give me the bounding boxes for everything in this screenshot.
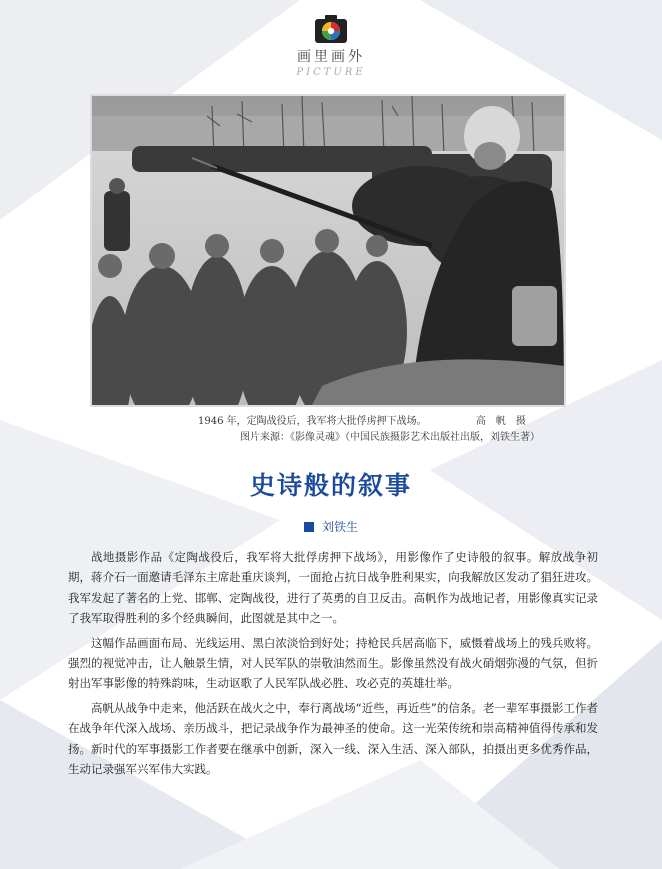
article-paragraph: 战地摄影作品《定陶战役后，我军将大批俘虏押下战场》，用影像作了史诗般的叙事。解放战争初期，蒋介石一面邀请毛泽东主席赴重庆谈判，一面抢占抗日战争胜利果实，向我解放区发动了猖狂进攻。我军发起了著名的上党、邯郸、定陶战役，进行了英勇的自卫反击。高帆作为战地记者，用影像真实记录了我军取得胜利的多个经典瞬间，此图就是其中之一。 [68, 550, 598, 626]
masthead-title-cn: 画里画外 [297, 49, 365, 65]
photo-caption [198, 412, 526, 427]
historical-photo [90, 94, 566, 407]
author-name: 刘铁生 [321, 520, 358, 534]
article-author [0, 518, 662, 535]
article-body [68, 547, 598, 783]
article-paragraph: 这幅作品画面布局、光线运用、黑白浓淡恰到好处；持枪民兵居高临下，威慑着战场上的残兵败将。强烈的视觉冲击，让人触景生情，对人民军队的崇敬油然而生。影像虽然没有战火硝烟弥漫的气氛，但折射出军事影像的特殊韵味，生动讴歌了人民军队战必胜、攻必克的英雄壮举。 [68, 635, 598, 691]
article-title: 史诗般的叙事 [249, 471, 412, 500]
caption-text: 1946 年，定陶战役后，我军将大批俘虏押下战场。 [198, 416, 427, 427]
camera-aperture-icon [314, 14, 348, 44]
photo-source: 图片来源：《影像灵魂》（中国民族摄影艺术出版社出版，刘铁生著） [240, 432, 540, 443]
caption-photographer: 高 帆 摄 [475, 416, 526, 427]
masthead [0, 14, 662, 78]
masthead-title-en: PICTURE [296, 67, 366, 78]
article-paragraph: 高帆从战争中走来，他活跃在战火之中，奉行离战场“近些，再近些”的信条。老一辈军事摄影工作者在战争年代深入战场、亲历战斗，把记录战争作为最神圣的使命。这一光荣传统和崇高精神值得传承和发扬。新时代的军事摄影工作者要在继承中创新，深入一线、深入生活、深入部队，拍摄出更多优秀作品，生动记录强军兴军伟大实践。 [68, 700, 598, 777]
author-marker-icon [304, 522, 314, 532]
photo-illustration [92, 96, 564, 405]
